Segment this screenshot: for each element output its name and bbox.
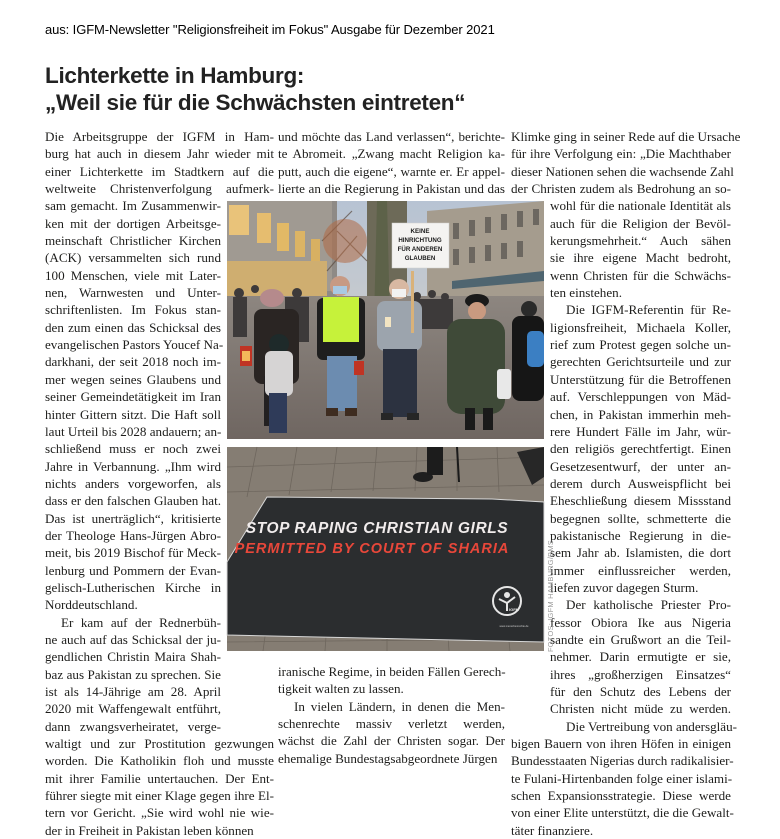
text-line: Er kam auf der Rednerbüh-: [61, 614, 221, 630]
sign-line-3: FÜR ANDEREN: [397, 246, 443, 253]
sign-line-4: GLAUBEN: [404, 255, 436, 262]
text-line: rere Hundert Fälle im Jahr, wür-: [550, 423, 731, 439]
text-line: begegnen sollte, schmetterte die: [550, 510, 731, 526]
text-line: Die Vertreibung von andersgläu-: [566, 718, 738, 734]
text-line: kerungsmehrheit.“ Auch sähen: [550, 233, 731, 249]
text-line: auf. Verschleppungen von Mäd-: [550, 389, 731, 405]
text-line: rief zum Protest gegen solche un-: [550, 337, 731, 353]
text-line: für ihre Verfolgung ein: „Die Machthaber: [511, 146, 731, 162]
text-line: ken mit der dortigen Arbeitsge-: [45, 215, 221, 231]
article-column-2-bottom: [278, 663, 505, 767]
photo-banner: [227, 447, 544, 651]
article-column-2-top: [278, 128, 505, 197]
text-line: einer Lichterkette im Stadtkern auf die: [45, 163, 274, 179]
text-line: nichts anders vorgeworfen, als: [45, 475, 221, 491]
text-line: lierte an die Regierung in Pakistan und das: [278, 181, 505, 197]
text-line: sam gemacht. Im Zusammenwir-: [45, 198, 221, 214]
text-line: dann zwangsverheiratet, verge-: [45, 718, 221, 734]
text-line: laut Urteil bis 2028 andauern; an-: [45, 423, 222, 439]
text-line: ist als 14-Jährige am 28. April: [45, 684, 221, 699]
text-line: pakistanische Regierung in die-: [550, 527, 731, 543]
text-line: te Fulani-Hirtenbanden folge einer islami-: [511, 770, 733, 786]
banner: [227, 497, 544, 642]
text-line: ne auch auf das Schicksal der ju-: [45, 631, 221, 647]
text-line: chen, in Pakistan immerhin meh-: [550, 406, 731, 422]
text-line: hinter Gittern sitzt. Die Haft soll: [45, 406, 221, 422]
text-line: Die Arbeitsgruppe der IGFM in Ham-: [45, 129, 274, 144]
text-line: nehmer. Darin ermutigte er sie,: [550, 649, 731, 665]
text-line: führer siegte mit einer Klage gegen ihre El-: [45, 788, 274, 804]
text-line: te Abromeit. „Zwang macht Religion ka-: [278, 146, 505, 162]
text-line: Bundesstaaten Nigerias durch radikalisier-: [511, 753, 734, 769]
text-line: sem Jahr ab. Islamisten, die dort: [550, 545, 731, 561]
text-line: gelisch-Lutherischen Kirche in: [45, 579, 221, 595]
text-line: (ACK) versammelten sich rund: [45, 250, 221, 266]
banner-url: www.menschenrechte.de: [499, 625, 529, 628]
text-line: wohl für die nationale Identität als: [550, 198, 731, 214]
text-line: schenrechte massiv verletzt werden,: [278, 716, 505, 732]
text-line: wächst die Zahl der Christen sogar. Der: [278, 733, 505, 749]
text-line: mer wegen seines Glaubens und: [45, 371, 221, 387]
text-line: Eheschließung diesem Missstand: [550, 493, 731, 509]
text-line: schriftenlisten. Im Fokus stan-: [45, 302, 221, 318]
text-line: liefen zuvor dagegen Sturm.: [550, 579, 699, 595]
text-line: von einer Elite unterstützt, die die Gewalt-: [511, 805, 734, 821]
text-line: den zum einen das Schicksal des: [45, 319, 221, 335]
banner-line-2: PERMITTED BY COURT OF SHARIA: [234, 541, 510, 557]
logo-text: IGFM: [509, 607, 519, 612]
text-line: ligionsfreiheit, Michaela Koller,: [550, 319, 731, 335]
text-line: Klimke ging in seiner Rede auf die Ursache: [511, 129, 741, 144]
text-line: dass er den falschen Glauben hat.: [45, 493, 221, 509]
text-line: wenn Christen für die Schwächs-: [550, 267, 731, 283]
text-line: meit, bis 2019 Bischof für Meck-: [45, 545, 221, 561]
text-line: mit ihrer Familie untertauchen. Der Ent-: [45, 770, 274, 786]
text-line: weltweite Christenverfolgung aufmerk-: [45, 181, 274, 197]
text-line: putt, auch die eigene“, warnte er. Er appel-: [278, 163, 505, 179]
text-line: Unterstützung für die Betroffenen: [550, 371, 731, 387]
photo-credit: FOTOS: IGFM HAMBURG/BMS: [546, 540, 555, 652]
text-line: 2020 mit Waffengewalt entführt,: [45, 701, 221, 717]
headline-line-1: Lichterkette in Hamburg:: [45, 63, 305, 88]
sign-line-1: KEINE: [410, 228, 430, 235]
text-line: ehemalige Bundestagsabgeordnete Jürgen: [278, 750, 498, 766]
text-line: gerechten Gerichtsurteile und zur: [550, 354, 731, 370]
text-line: der Theologe Hans-Jürgen Abro-: [45, 527, 221, 543]
text-line: Der katholische Priester Pro-: [566, 597, 731, 613]
text-line: bigen Bauern von ihren Höfen in einigen: [511, 736, 731, 752]
text-line: waltigt und zur Prostitution gezwungen: [45, 736, 274, 752]
text-line: tigkeit walten zu lassen.: [278, 681, 404, 697]
text-line: gendlichen Christin Maira Shah-: [45, 649, 221, 665]
protest-sign: [392, 223, 449, 268]
text-line: Die IGFM-Referentin für Re-: [566, 302, 731, 318]
text-line: fessor Obiora Ike aus Nigeria: [550, 614, 731, 630]
sign-line-2: HINRICHTUNG: [398, 237, 442, 244]
source-line: aus: IGFM-Newsletter "Religionsfreiheit im Fokus" Ausgabe für Dezember 2021: [45, 22, 495, 37]
text-line: 100 Menschen, viele mit Later-: [45, 267, 221, 283]
text-line: Christen nicht müde zu werden.: [550, 701, 731, 717]
text-line: lenburg und Pommern der Evan-: [45, 562, 221, 578]
text-line: iranische Regime, in beiden Fällen Gerech-: [278, 664, 506, 679]
text-line: Gesetzesentwurf, der unter an-: [550, 458, 731, 474]
text-line: meinschaft Christlicher Kirchen: [45, 233, 221, 249]
text-line: immer einflussreicher werden,: [550, 562, 731, 578]
text-line: für den Schutz des Lebens der: [550, 684, 731, 699]
text-line: ten einstehen.: [550, 285, 622, 301]
text-line: dieser Nationen sehen die wachsende Zahl: [511, 163, 734, 179]
text-line: tern vor Gericht. „Sie wird wohl nie wie-: [45, 805, 274, 821]
text-line: schen Expansionsstrategie. Diese werde: [511, 788, 731, 804]
text-line: sie ihre eigene Macht bedroht,: [550, 250, 731, 266]
photo-demonstration: [227, 201, 544, 439]
igfm-logo-icon: [493, 587, 521, 615]
text-line: Norddeutschland.: [45, 597, 138, 613]
text-line: täter finanziere.: [511, 822, 594, 838]
article-headline: [45, 62, 745, 116]
text-line: den religiös gerechtfertigt. Einen: [550, 441, 731, 457]
text-line: der in Freiheit in Pakistan leben können: [45, 822, 254, 838]
text-line: darkhani, der seit 2018 noch im-: [45, 354, 221, 370]
text-line: ihres „großherzigen Einsatzes“: [550, 666, 731, 682]
text-line: worden. Die Katholikin floh und musste: [45, 753, 274, 769]
text-line: Jahre in Verbannung. „Ihm wird: [45, 458, 221, 474]
headline-line-2: „Weil sie für die Schwächsten eintreten“: [45, 90, 466, 115]
text-line: nen, Warnwesten und Unter-: [45, 285, 221, 301]
text-line: evangelischen Pastors Youcef Na-: [45, 337, 224, 353]
text-line: auch für die Religion der Bevöl-: [550, 215, 731, 231]
text-line: Das ist unerträglich“, kritisierte: [45, 510, 221, 526]
banner-line-1: STOP RAPING CHRISTIAN GIRLS: [245, 520, 509, 537]
text-line: der Christen zudem als Bedrohung an so-: [511, 181, 731, 197]
text-line: derem durch Ausweispflicht bei: [550, 475, 731, 491]
text-line: burg hat auch in diesem Jahr wieder mit: [45, 146, 274, 162]
text-line: In vielen Ländern, in denen die Men-: [294, 698, 505, 714]
text-line: sandte ein Grußwort an die Teil-: [550, 631, 731, 647]
text-line: und möchte das Land verlassen“, berichte-: [278, 129, 505, 144]
text-line: baz aus Pakistan zu sprechen. Sie: [45, 666, 221, 682]
warning-vest: [323, 297, 359, 342]
text-line: seiner Gemeindetätigkeit im Iran: [45, 389, 221, 405]
text-line: schließend muss er noch zwei: [45, 441, 221, 457]
